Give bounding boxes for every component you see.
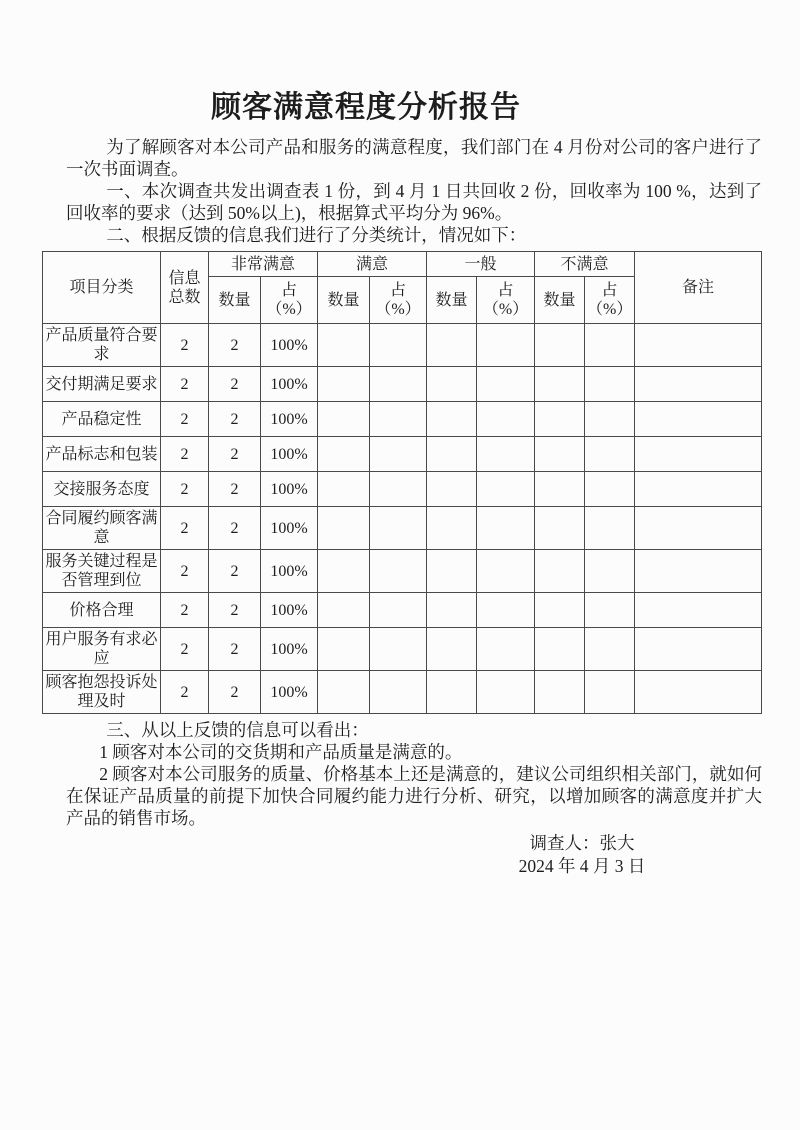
row-value-cell (535, 628, 585, 671)
date-line: 2024 年 4 月 3 日 (518, 856, 646, 876)
row-value-cell (370, 550, 427, 593)
row-value-cell (318, 628, 370, 671)
col-header-remark: 备注 (635, 252, 762, 324)
row-value-cell: 100% (261, 367, 318, 402)
row-value-cell (535, 507, 585, 550)
row-value-cell (427, 671, 477, 714)
row-value-cell (635, 671, 762, 714)
row-value-cell: 2 (209, 367, 261, 402)
row-value-cell: 100% (261, 507, 318, 550)
row-value-cell (427, 367, 477, 402)
row-value-cell (585, 472, 635, 507)
row-value-cell (318, 550, 370, 593)
row-value-cell (427, 437, 477, 472)
intro-paragraph: 为了解顾客对本公司产品和服务的满意程度，我们部门在 4 月份对公司的客户进行了一次书面调查。 (66, 137, 762, 179)
col-header-share (261, 277, 318, 324)
table-row (43, 367, 762, 402)
row-value-cell (370, 367, 427, 402)
row-value-cell (635, 628, 762, 671)
col-header-group-average: 一般 (427, 252, 535, 277)
table-row (43, 402, 762, 437)
row-value-cell: 100% (261, 472, 318, 507)
share-label-top: 占 (601, 282, 618, 299)
row-value-cell: 2 (161, 671, 209, 714)
row-value-cell: 2 (161, 507, 209, 550)
row-value-cell (427, 628, 477, 671)
row-value-cell: 2 (161, 550, 209, 593)
row-value-cell: 2 (161, 472, 209, 507)
row-value-cell: 2 (209, 472, 261, 507)
row-value-cell (477, 402, 535, 437)
row-value-cell (585, 671, 635, 714)
col-header-category: 项目分类 (43, 252, 161, 324)
row-value-cell (427, 507, 477, 550)
row-value-cell (585, 437, 635, 472)
row-value-cell (370, 437, 427, 472)
row-value-cell (370, 628, 427, 671)
row-value-cell: 100% (261, 437, 318, 472)
row-value-cell: 100% (261, 593, 318, 628)
row-value-cell: 2 (161, 593, 209, 628)
row-value-cell (370, 671, 427, 714)
row-value-cell (585, 402, 635, 437)
row-value-cell (477, 324, 535, 367)
col-header-quantity: 数量 (535, 277, 585, 324)
row-value-cell (370, 593, 427, 628)
table-row (43, 437, 762, 472)
row-value-cell: 2 (161, 437, 209, 472)
row-value-cell (535, 324, 585, 367)
row-value-cell (635, 367, 762, 402)
row-value-cell (477, 437, 535, 472)
row-label: 产品质量符合要求 (43, 324, 161, 367)
row-value-cell (427, 472, 477, 507)
row-value-cell: 100% (261, 402, 318, 437)
row-value-cell (535, 472, 585, 507)
row-value-cell (318, 437, 370, 472)
row-label: 交接服务态度 (43, 472, 161, 507)
row-value-cell (585, 628, 635, 671)
table-row (43, 507, 762, 550)
row-value-cell: 100% (261, 550, 318, 593)
row-value-cell (427, 593, 477, 628)
survey-summary-paragraph: 一、本次调查共发出调查表 1 份，到 4 月 1 日共回收 2 份，回收率为 100 %，达到了回收率的要求（达到 50%以上)，根据算式平均分为 96%。 (66, 181, 762, 223)
row-value-cell: 2 (209, 324, 261, 367)
col-header-share (585, 277, 635, 324)
row-value-cell (535, 593, 585, 628)
table-row (43, 593, 762, 628)
col-header-quantity: 数量 (318, 277, 370, 324)
row-label: 顾客抱怨投诉处理及时 (43, 671, 161, 714)
row-value-cell (585, 550, 635, 593)
row-value-cell: 2 (161, 402, 209, 437)
row-value-cell: 2 (209, 628, 261, 671)
row-value-cell (427, 550, 477, 593)
table-lead-in-paragraph: 二、根据反馈的信息我们进行了分类统计，情况如下： (106, 225, 527, 245)
row-value-cell (635, 402, 762, 437)
table-row (43, 550, 762, 593)
row-value-cell (535, 550, 585, 593)
row-value-cell: 100% (261, 671, 318, 714)
row-value-cell (535, 402, 585, 437)
conclusion-item-1: 1 顾客对本公司的交货期和产品质量是满意的。 (99, 742, 463, 762)
row-value-cell (635, 437, 762, 472)
row-label: 交付期满足要求 (43, 367, 161, 402)
row-label: 产品稳定性 (43, 402, 161, 437)
row-value-cell (318, 671, 370, 714)
col-header-quantity: 数量 (209, 277, 261, 324)
table-header-row-groups (43, 252, 762, 277)
row-value-cell (635, 507, 762, 550)
page-title: 顾客满意程度分析报告 (211, 91, 521, 124)
row-value-cell (318, 324, 370, 367)
row-value-cell (535, 671, 585, 714)
table-row (43, 628, 762, 671)
row-value-cell: 2 (209, 593, 261, 628)
table-body (43, 324, 762, 714)
row-value-cell: 100% (261, 324, 318, 367)
conclusion-item-2: 2 顾客对本公司服务的质量、价格基本上还是满意的，建议公司组织相关部门，就如何在保证产品质量的前提下加快合同履约能力进行分析、研究，以增加顾客的满意度并扩大产品的销售市场。 (66, 764, 762, 828)
row-value-cell (318, 472, 370, 507)
row-label: 产品标志和包装 (43, 437, 161, 472)
share-label-top: 占 (497, 282, 514, 299)
share-label-top: 占 (281, 282, 298, 299)
col-header-group-dissatisfied: 不满意 (535, 252, 635, 277)
table-row (43, 324, 762, 367)
row-value-cell (370, 402, 427, 437)
row-label: 用户服务有求必应 (43, 628, 161, 671)
row-value-cell (370, 324, 427, 367)
row-value-cell (370, 507, 427, 550)
row-value-cell (318, 402, 370, 437)
row-label: 服务关键过程是否管理到位 (43, 550, 161, 593)
row-value-cell (477, 593, 535, 628)
row-value-cell (535, 367, 585, 402)
row-value-cell (477, 507, 535, 550)
share-label-bottom: （%） (375, 301, 421, 318)
col-header-info-total: 信息总数 (161, 252, 209, 324)
row-label: 合同履约顾客满意 (43, 507, 161, 550)
row-value-cell: 2 (209, 437, 261, 472)
row-value-cell: 100% (261, 628, 318, 671)
row-value-cell (370, 472, 427, 507)
conclusion-heading: 三、从以上反馈的信息可以看出： (106, 720, 369, 740)
col-header-group-satisfied: 满意 (318, 252, 427, 277)
table-row (43, 472, 762, 507)
row-value-cell (585, 507, 635, 550)
row-value-cell (318, 507, 370, 550)
row-value-cell (585, 324, 635, 367)
row-value-cell (318, 367, 370, 402)
row-value-cell (427, 324, 477, 367)
row-value-cell (477, 550, 535, 593)
row-value-cell (585, 367, 635, 402)
row-label: 价格合理 (43, 593, 161, 628)
row-value-cell (635, 593, 762, 628)
row-value-cell (535, 437, 585, 472)
col-header-group-very-satisfied: 非常满意 (209, 252, 318, 277)
row-value-cell (477, 671, 535, 714)
row-value-cell: 2 (161, 324, 209, 367)
satisfaction-table (42, 251, 762, 714)
share-label-bottom: （%） (266, 301, 312, 318)
col-header-share (370, 277, 427, 324)
row-value-cell (477, 628, 535, 671)
row-value-cell: 2 (209, 507, 261, 550)
row-value-cell: 2 (209, 671, 261, 714)
row-value-cell: 2 (161, 367, 209, 402)
share-label-top: 占 (390, 282, 407, 299)
row-value-cell: 2 (209, 550, 261, 593)
row-value-cell (635, 472, 762, 507)
investigator-line: 调查人：张大 (529, 833, 635, 853)
row-value-cell (318, 593, 370, 628)
row-value-cell (635, 324, 762, 367)
share-label-bottom: （%） (482, 301, 529, 318)
row-value-cell: 2 (209, 402, 261, 437)
row-value-cell (477, 367, 535, 402)
row-value-cell (427, 402, 477, 437)
row-value-cell (635, 550, 762, 593)
col-header-quantity: 数量 (427, 277, 477, 324)
share-label-bottom: （%） (587, 301, 633, 318)
row-value-cell (477, 472, 535, 507)
row-value-cell (585, 593, 635, 628)
table-row (43, 671, 762, 714)
row-value-cell: 2 (161, 628, 209, 671)
signature-block (482, 832, 682, 878)
col-header-share (477, 277, 535, 324)
